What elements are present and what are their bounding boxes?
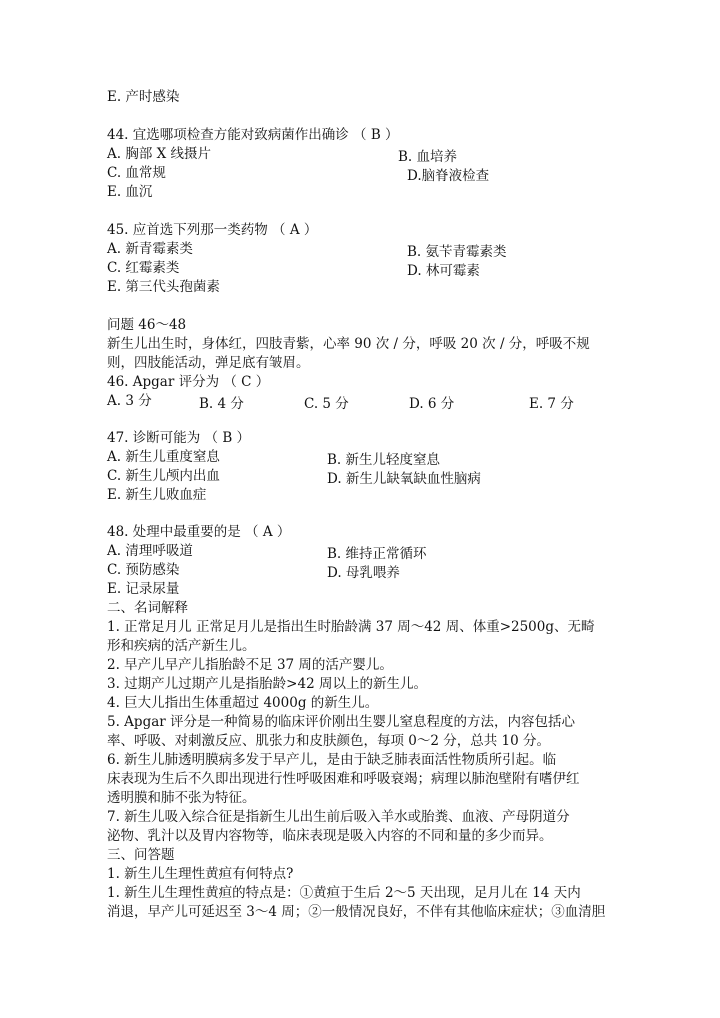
q48-option-d: D. 母乳喂养 <box>327 565 400 581</box>
q45-option-b: B. 氨苄青霉素类 <box>407 244 507 260</box>
q46-option-d: D. 6 分 <box>409 396 455 412</box>
term6-line2: 床表现为生后不久即出现进行性呼吸困难和呼吸衰竭；病理以肺泡壁附有嗜伊红 <box>107 771 580 787</box>
term5-line2: 率、呼吸、对刺激反应、肌张力和皮肤颜色，每项 0～2 分，总共 10 分。 <box>107 733 551 749</box>
term4: 4. 巨大儿指出生体重超过 4000g 的新生儿。 <box>107 695 379 711</box>
answer1-line1: 1. 新生儿生理性黄疸的特点是：①黄疸于生后 2～5 天出现，足月儿在 14 天内 <box>107 885 581 901</box>
term7-line2: 泌物、乳汁以及胃内容物等，临床表现是吸入内容的不同和量的多少而异。 <box>107 828 553 844</box>
case-description-line1: 新生儿出生时，身体红，四肢青紫，心率 90 次 / 分，呼吸 20 次 / 分，呼吸不规 <box>107 336 590 352</box>
q44-option-d: D.脑脊液检查 <box>407 168 490 184</box>
q48-option-c: C. 预防感染 <box>107 562 180 578</box>
q48-option-b: B. 维持正常循环 <box>327 546 427 562</box>
q45-stem: 45. 应首选下列那一类药物 （ A ） <box>107 222 318 238</box>
term5-line1: 5. Apgar 评分是一种简易的临床评价刚出生婴儿窒息程度的方法，内容包括心 <box>107 714 575 730</box>
term2: 2. 早产儿早产儿指胎龄不足 37 周的活产婴儿。 <box>107 657 393 673</box>
q47-option-d: D. 新生儿缺氧缺血性脑病 <box>327 471 481 487</box>
q46-stem: 46. Apgar 评分为 （ C ） <box>107 374 270 390</box>
term7-line1: 7. 新生儿吸入综合征是指新生儿出生前后吸入羊水或胎粪、血液、产母阴道分 <box>107 809 570 825</box>
term6-line3: 透明膜和肺不张为特征。 <box>107 790 256 806</box>
q47-stem: 47. 诊断可能为 （ B ） <box>107 430 251 446</box>
q46-option-a: A. 3 分 <box>107 393 152 409</box>
q43-option-e: E. 产时感染 <box>107 89 180 105</box>
section3-heading: 三、问答题 <box>107 847 175 863</box>
term3: 3. 过期产儿过期产儿是指胎龄>42 周以上的新生儿。 <box>107 676 427 692</box>
q47-option-e: E. 新生儿败血症 <box>107 487 207 503</box>
q44-option-c: C. 血常规 <box>107 165 166 181</box>
term6-line1: 6. 新生儿肺透明膜病多发于早产儿，是由于缺乏肺表面活性物质所引起。临 <box>107 752 557 768</box>
section2-heading: 二、名词解释 <box>107 600 188 616</box>
q48-stem: 48. 处理中最重要的是 （ A ） <box>107 524 291 540</box>
q45-option-c: C. 红霉素类 <box>107 260 180 276</box>
q48-option-a: A. 清理呼吸道 <box>107 543 193 559</box>
q45-option-e: E. 第三代头孢菌素 <box>107 279 220 295</box>
q45-option-a: A. 新青霉素类 <box>107 241 193 257</box>
q46-option-b: B. 4 分 <box>199 396 244 412</box>
q47-option-b: B. 新生儿轻度窒息 <box>327 452 441 468</box>
q44-option-e: E. 血沉 <box>107 184 153 200</box>
q44-option-a: A. 胸部 X 线摄片 <box>107 146 212 162</box>
q45-option-d: D. 林可霉素 <box>407 263 480 279</box>
question1: 1. 新生儿生理性黄疸有何特点? <box>107 866 294 882</box>
q47-option-c: C. 新生儿颅内出血 <box>107 468 220 484</box>
q48-option-e: E. 记录尿量 <box>107 581 180 597</box>
q47-option-a: A. 新生儿重度窒息 <box>107 449 220 465</box>
q46-option-e: E. 7 分 <box>529 396 574 412</box>
q46-option-c: C. 5 分 <box>304 396 349 412</box>
case-title: 问题 46～48 <box>107 317 187 333</box>
term1-line1: 1. 正常足月儿 正常足月儿是指出生时胎龄满 37 周～42 周、体重>2500g、无畸 <box>107 619 595 635</box>
answer1-line2: 消退，早产儿可延迟至 3～4 周；②一般情况良好，不伴有其他临床症状；③血清胆 <box>107 904 606 920</box>
q44-stem: 44. 宜选哪项检查方能对致病菌作出确诊 （ B ） <box>107 127 399 143</box>
term1-line2: 形和疾病的活产新生儿。 <box>107 638 256 654</box>
q44-option-b: B. 血培养 <box>398 149 458 165</box>
case-description-line2: 则，四肢能活动，弹足底有皱眉。 <box>107 355 310 371</box>
